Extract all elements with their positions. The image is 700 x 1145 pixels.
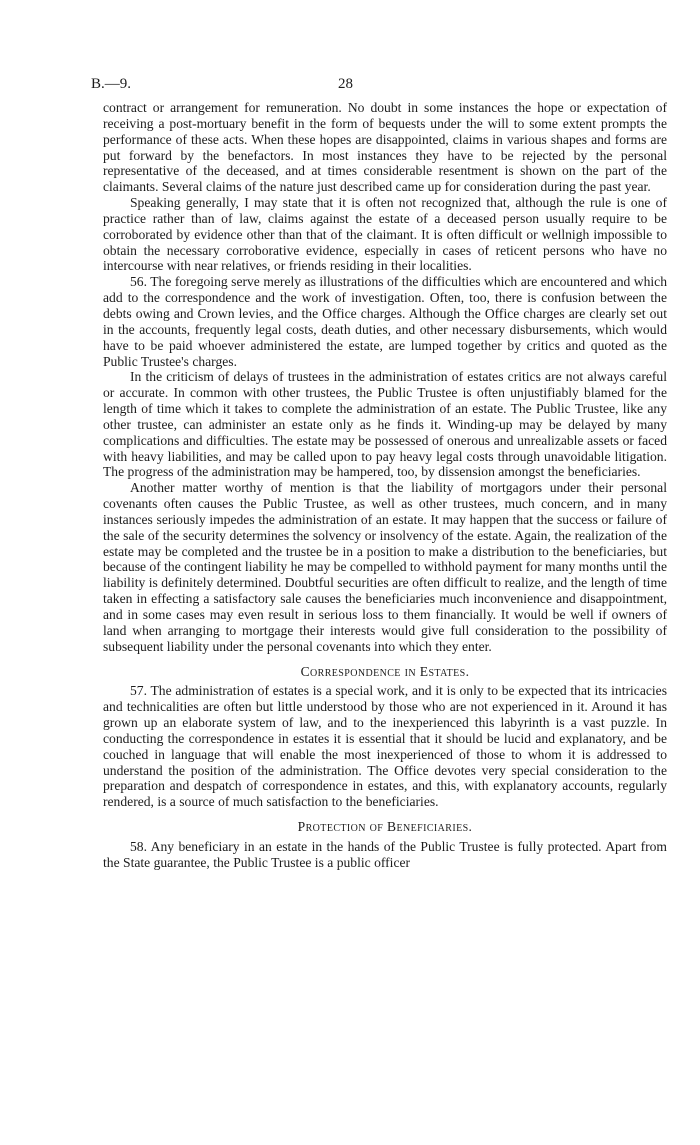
- paragraph-58: 58. Any beneficiary in an estate in the hands of the Public Trustee is fully protected. Apart from the State guarantee, the Public Trustee is a public officer: [103, 838, 667, 870]
- page-number: 28: [338, 76, 353, 92]
- paragraph-57: 57. The administration of estates is a special work, and it is only to be expected that its intricacies and technicalities are often but little understood by those who are not experienced in it. Around it has grown up an elaborate system of law, and to the inexperienced this labyrinth is a vast puzzle. In conducting the correspondence in estates it is essential that it should be lucid and explanatory, and be couched in language that will enable the most inexperienced of those to whom it is addressed to understand the position of the administration. The Office devotes very special consideration to the preparation and despatch of correspondence in estates, and this, with explanatory accounts, regularly rendered, is a source of much satisfaction to the beneficiaries.: [103, 683, 667, 810]
- section-heading-protection: Protection of Beneficiaries.: [297, 819, 473, 835]
- paragraph-mortgagors: Another matter worthy of mention is that the liability of mortgagors under their personal covenants often causes the Public Trustee, as well as other trustees, much concern, and in many instances seriously impedes the administration of an estate. It may happen that the success or failure of the sale of the security determines the solvency or insolvency of the estate. Again, the realization of the estate may be completed and the trustee be in a position to make a distribution to the beneficiaries, but because of the contingent liability he may be compelled to withhold payment for many months until the liability is definitely determined. Doubtful securities are often difficult to realize, and the length of time taken in effecting a satisfactory sale causes the beneficiaries much inconvenience and disappointment, and in some cases may even result in serious loss to them financially. It would be well if owners of land when arranging to mortgage their interests would give full consideration to the possibility of subsequent liability under the personal covenants into which they enter.: [103, 480, 668, 654]
- paragraph-continuation: contract or arrangement for remuneration. No doubt in some instances the hope or expectation of receiving a post-mortuary benefit in the form of bequests under the will to some extent prompts the performance of these acts. When these hopes are disappointed, claims in various shapes and forms are put forward by the benefactors. In most instances they have to be rejected by the personal representative of the deceased, and at times considerable resentment is shown on the part of the claimants. Several claims of the nature just described came up for consideration during the past year.: [103, 100, 667, 195]
- body-text: [103, 100, 667, 871]
- paragraph-speaking-generally: Speaking generally, I may state that it is often not recognized that, although the rule is one of practice rather than of law, claims against the estate of a deceased person usually require to be corroborated by evidence other than that of the claimant. It is often difficult or wellnigh impossible to obtain the necessary corroborative evidence, especially in cases of reticent persons who have no intercourse with near relatives, or friends residing in their localities.: [103, 195, 667, 274]
- paragraph-56: 56. The foregoing serve merely as illustrations of the difficulties which are encountered and which add to the correspondence and the work of investigation. Often, too, there is confusion between the debts owing and Crown levies, and the Office charges. Although the Office charges are clearly set out in the accounts, frequently legal costs, death duties, and other necessary disbursements, which would have to be paid whoever administered the estate, are lumped together by critics and quoted as the Public Trustee's charges.: [103, 274, 667, 369]
- paragraph-criticism-delays: In the criticism of delays of trustees in the administration of estates critics are not always careful or accurate. In common with other trustees, the Public Trustee is often unjustifiably blamed for the length of time which it takes to complete the administration of an estate. The Public Trustee, like any other trustee, can administer an estate only as he finds it. Winding-up may be delayed by many complications and difficulties. The estate may be possessed of onerous and unrealizable assets or faced with heavy liabilities, and may be called upon to pay heavy legal costs through unavoidable litigation. The progress of the administration may be hampered, too, by dissension amongst the beneficiaries.: [103, 369, 667, 480]
- report-reference: B.—9.: [91, 76, 132, 92]
- section-heading-correspondence: Correspondence in Estates.: [300, 663, 470, 679]
